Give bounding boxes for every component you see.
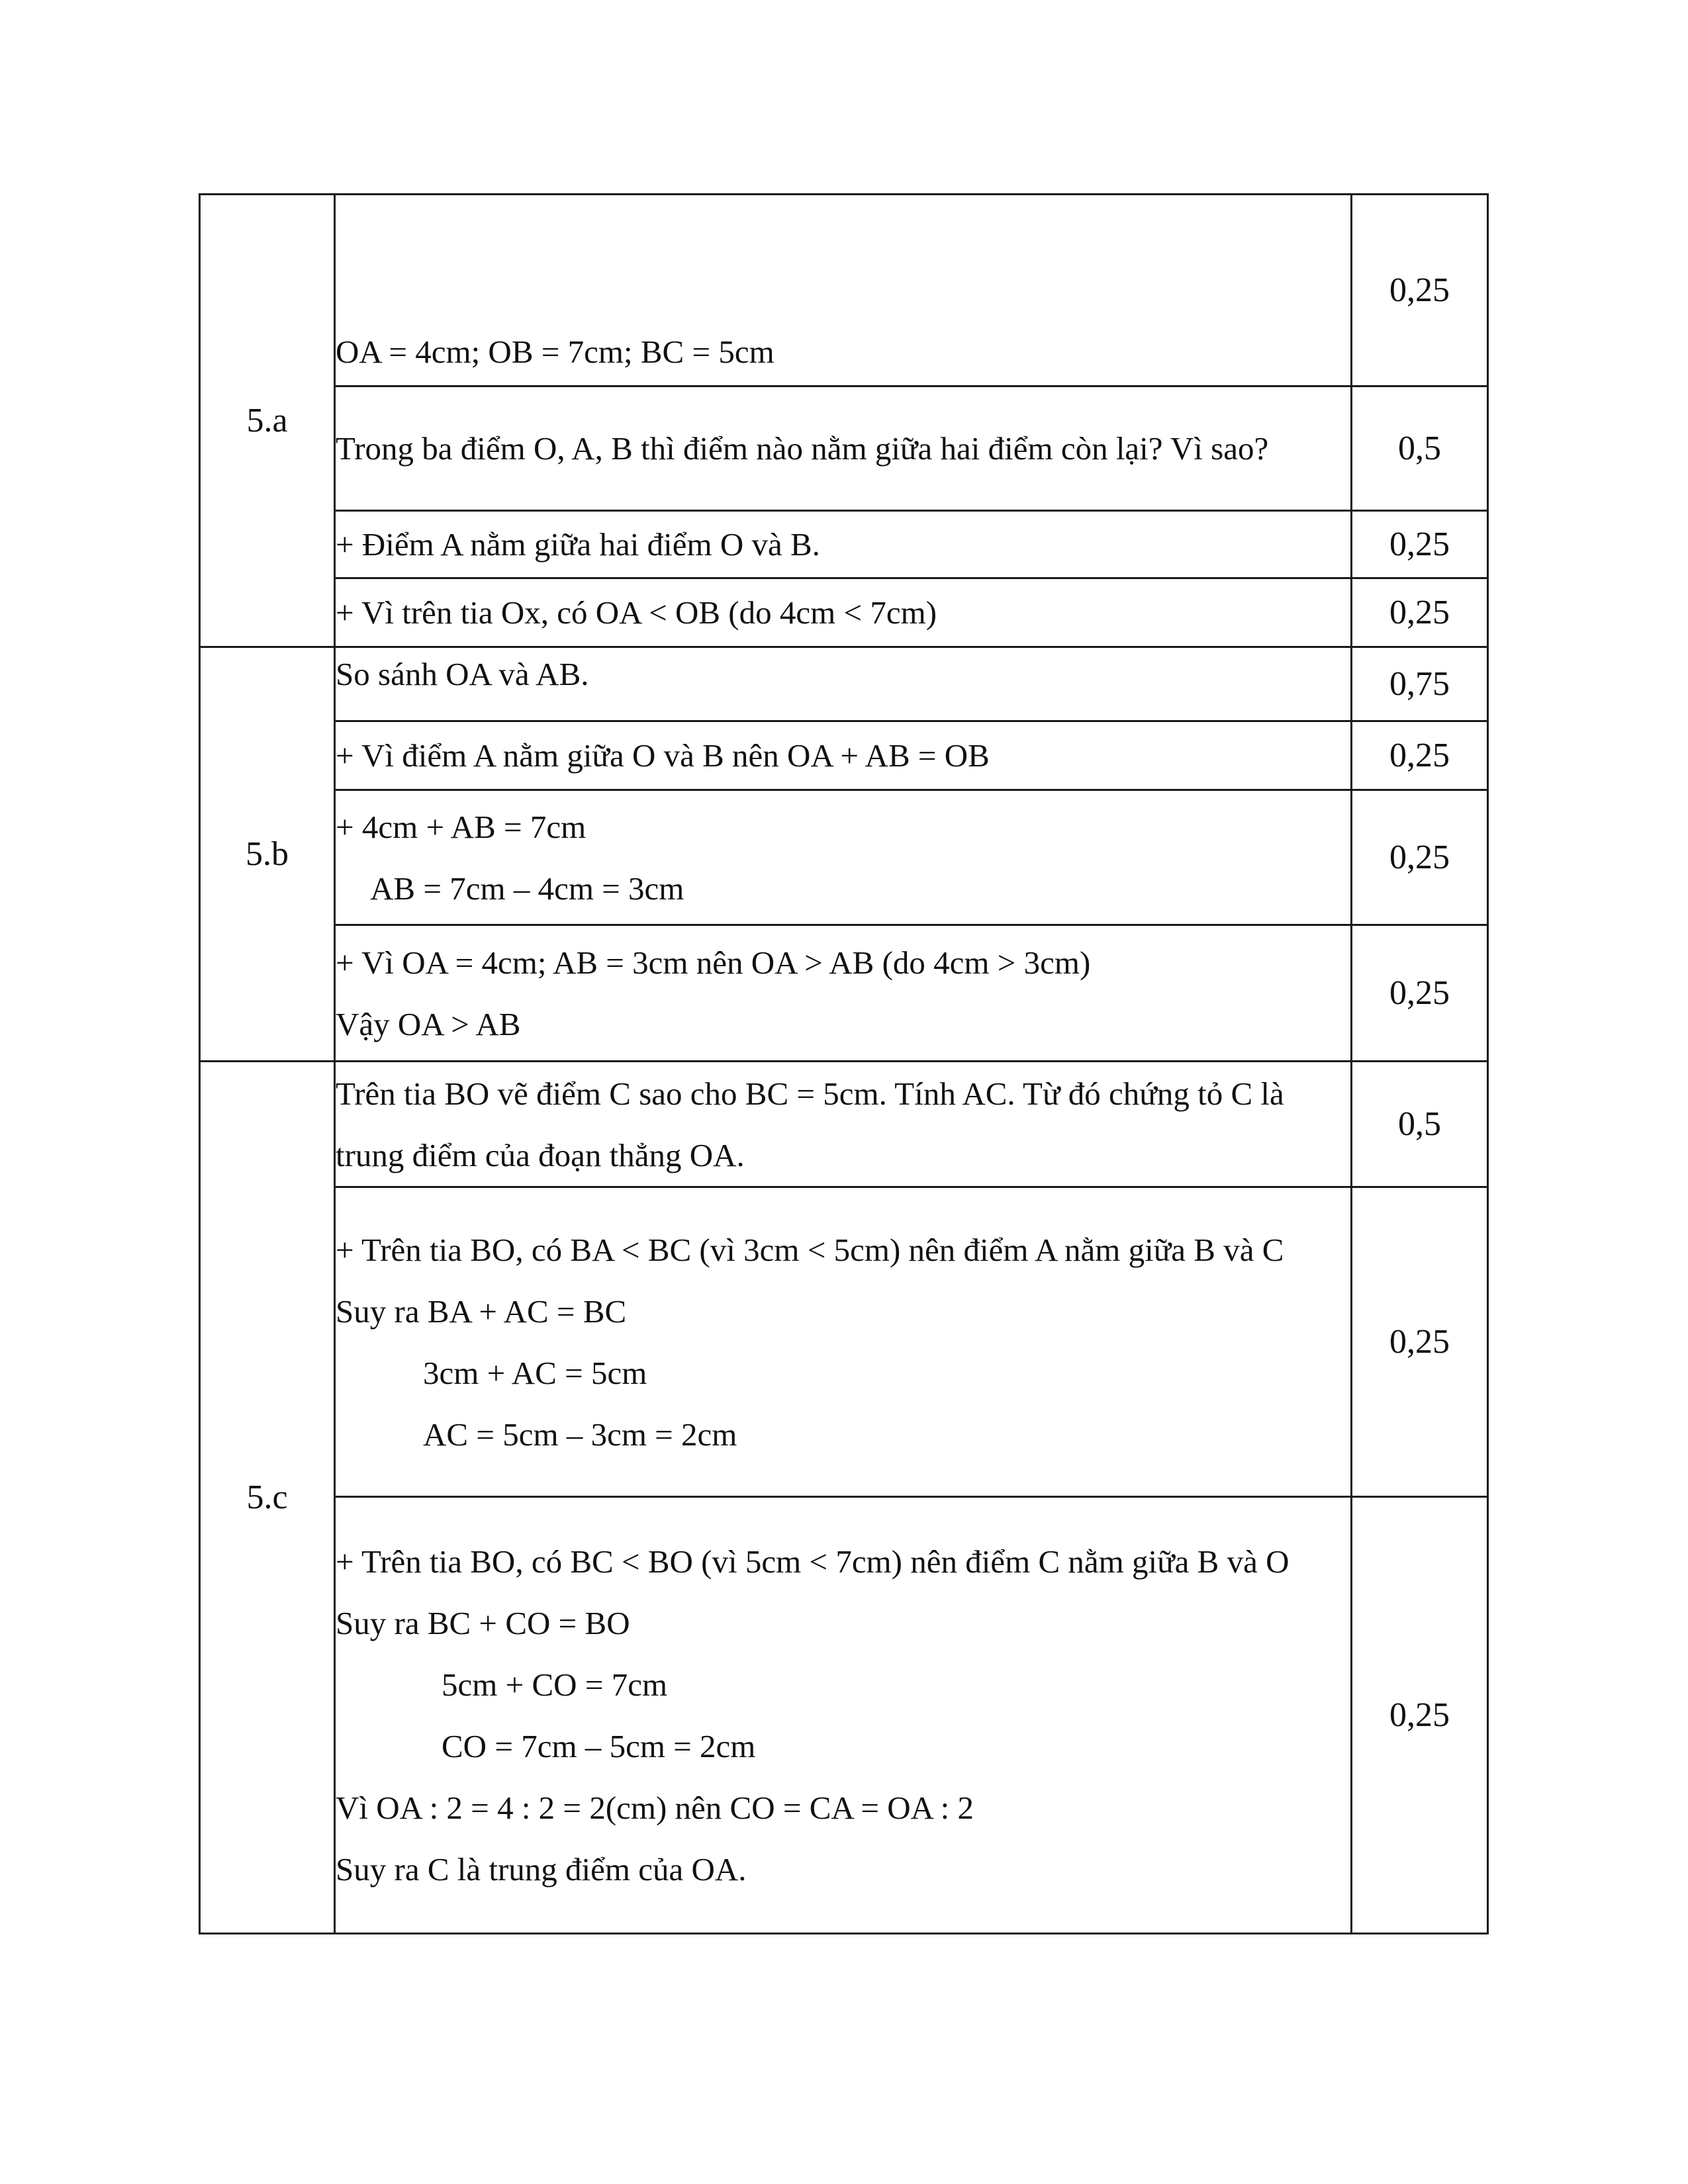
section-label: 5.a: [200, 195, 335, 647]
score-cell: 0,5: [1352, 387, 1488, 511]
score-cell: 0,25: [1352, 511, 1488, 578]
answer-cell: [335, 1062, 1352, 1187]
answer-line: Vì OA : 2 = 4 : 2 = 2(cm) nên CO = CA = OA : 2: [336, 1789, 974, 1826]
answer-line: CO = 7cm – 5cm = 2cm: [442, 1727, 756, 1764]
answer-line: + 4cm + AB = 7cm: [336, 808, 586, 845]
score-cell: 0,25: [1352, 1187, 1488, 1497]
answer-line: Vậy OA > AB: [336, 1005, 521, 1042]
answer-line: Suy ra BC + CO = BO: [336, 1604, 630, 1641]
answer-cell: [335, 1187, 1352, 1497]
table-row: [200, 790, 1488, 925]
answer-line: + Vì trên tia Ox, có OA < OB (do 4cm < 7cm): [336, 594, 937, 631]
answer-cell: [335, 578, 1352, 647]
answer-cell: [335, 790, 1352, 925]
table-row: [200, 925, 1488, 1062]
answer-cell: [335, 511, 1352, 578]
table-row: [200, 1062, 1488, 1187]
answer-line: + Vì OA = 4cm; AB = 3cm nên OA > AB (do 4cm > 3cm): [336, 944, 1091, 981]
table-row: [200, 195, 1488, 387]
answer-line: 5cm + CO = 7cm: [442, 1666, 668, 1703]
table-row: [200, 578, 1488, 647]
score-cell: 0,25: [1352, 925, 1488, 1062]
answer-line: Suy ra C là trung điểm của OA.: [336, 1850, 747, 1888]
score-cell: 0,25: [1352, 1497, 1488, 1934]
answer-cell: [335, 195, 1352, 387]
answer-line: AC = 5cm – 3cm = 2cm: [423, 1416, 737, 1453]
answer-line: Trên tia BO vẽ điểm C sao cho BC = 5cm. Tính AC. Từ đó chứng tỏ C là trung điểm của đoạn thẳng OA.: [336, 1075, 1284, 1173]
section-label: 5.c: [200, 1062, 335, 1934]
answer-cell: [335, 647, 1352, 721]
answer-line: So sánh OA và AB.: [336, 656, 589, 692]
score-cell: 0,25: [1352, 721, 1488, 790]
answer-line: AB = 7cm – 4cm = 3cm: [370, 870, 684, 907]
table-row: [200, 647, 1488, 721]
answer-cell: [335, 721, 1352, 790]
score-cell: 0,25: [1352, 790, 1488, 925]
grading-table: [199, 193, 1489, 1934]
answer-line: + Trên tia BO, có BC < BO (vì 5cm < 7cm) nên điểm C nằm giữa B và O: [336, 1543, 1289, 1580]
answer-line: OA = 4cm; OB = 7cm; BC = 5cm: [336, 334, 774, 370]
answer-line: Suy ra BA + AC = BC: [336, 1293, 627, 1330]
answer-line: 3cm + AC = 5cm: [423, 1354, 647, 1391]
answer-line: + Trên tia BO, có BA < BC (vì 3cm < 5cm) nên điểm A nằm giữa B và C: [336, 1231, 1284, 1268]
answer-line: + Vì điểm A nằm giữa O và B nên OA + AB = OB: [336, 737, 990, 774]
answer-cell: [335, 387, 1352, 511]
answer-line: Trong ba điểm O, A, B thì điểm nào nằm giữa hai điểm còn lại? Vì sao?: [336, 430, 1269, 467]
score-cell: 0,75: [1352, 647, 1488, 721]
score-cell: 0,5: [1352, 1062, 1488, 1187]
section-label: 5.b: [200, 647, 335, 1062]
table-row: [200, 511, 1488, 578]
table-row: [200, 721, 1488, 790]
answer-cell: [335, 925, 1352, 1062]
answer-cell: [335, 1497, 1352, 1934]
table-row: [200, 387, 1488, 511]
score-cell: 0,25: [1352, 195, 1488, 387]
table-row: [200, 1497, 1488, 1934]
score-cell: 0,25: [1352, 578, 1488, 647]
table-row: [200, 1187, 1488, 1497]
answer-line: + Điểm A nằm giữa hai điểm O và B.: [336, 526, 820, 563]
